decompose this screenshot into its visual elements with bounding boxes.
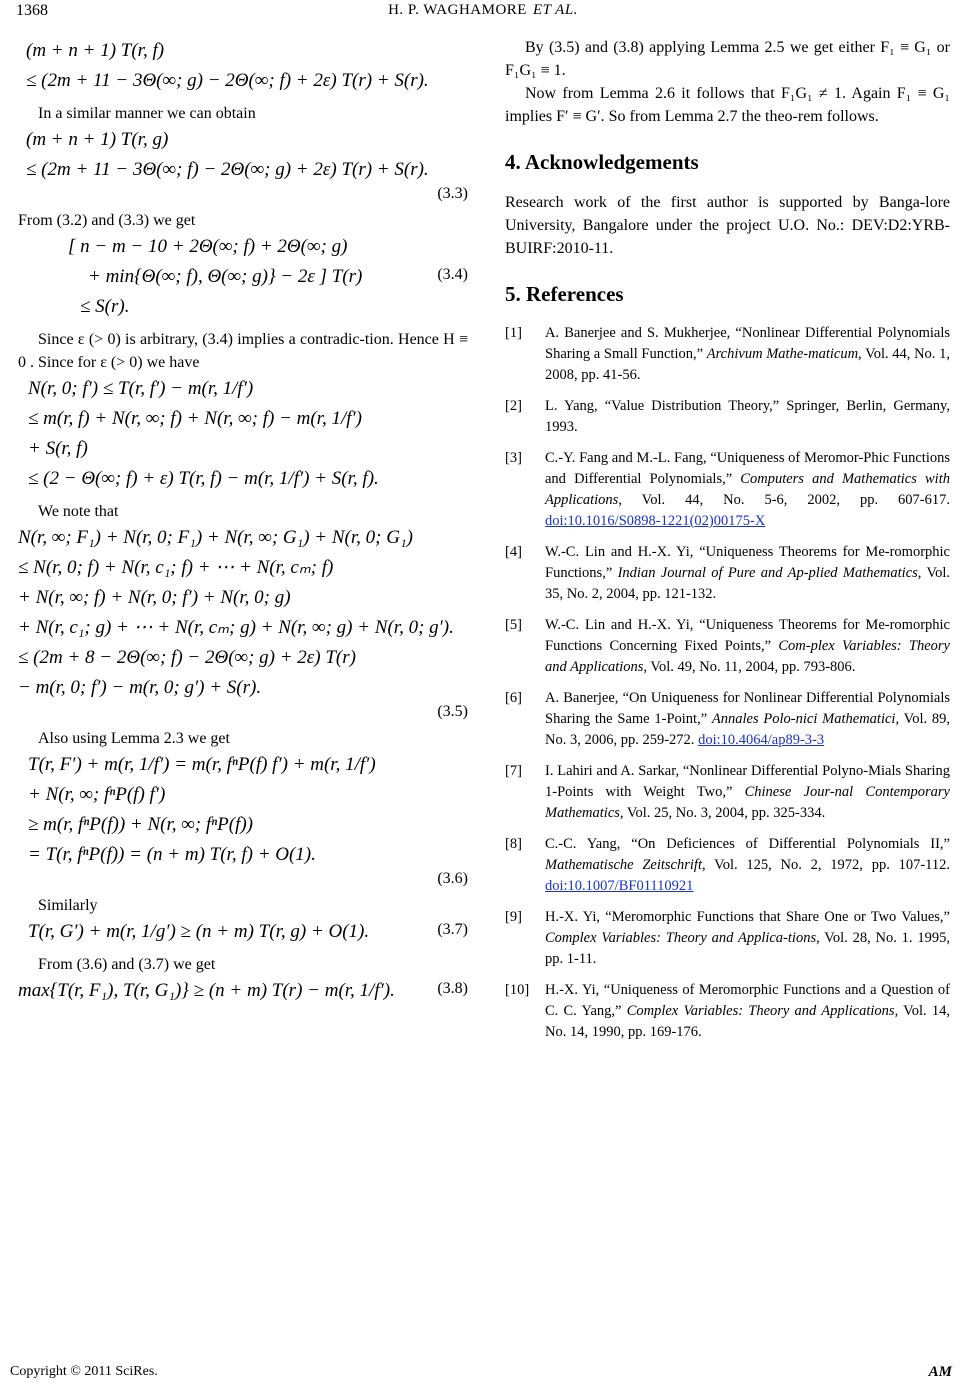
equation-line: ≤ m(r, f) + N(r, ∞; f) + N(r, ∞; f) − m(r, 1/f′) xyxy=(28,408,362,429)
reference-item xyxy=(505,448,950,532)
reference-details: , Vol. 125, No. 2, 1972, pp. 107-112. xyxy=(701,857,951,873)
running-header xyxy=(0,2,966,19)
reference-journal: Archivum Mathe-maticum xyxy=(706,346,859,362)
reference-number: [10] xyxy=(505,982,530,998)
reference-item xyxy=(505,761,950,824)
paragraph: From (3.6) and (3.7) we get xyxy=(38,956,216,973)
section-heading-references: 5. References xyxy=(505,282,624,306)
reference-details: , Vol. 35, No. 2, 2004, pp. 121-132. xyxy=(545,565,950,602)
reference-number: [7] xyxy=(505,763,522,779)
equation-number: (3.4) xyxy=(437,266,468,283)
reference-text: H.-X. Yi, “Uniqueness of Meromorphic Functions and a Question of C. C. Yang,” xyxy=(545,982,950,1019)
paragraph: Also using Lemma 2.3 we get xyxy=(38,730,230,747)
equation-number: (3.5) xyxy=(437,703,468,720)
reference-journal: Chinese Jour-nal Contemporary Mathematics xyxy=(545,784,950,821)
reference-text: H.-X. Yi, “Meromorphic Functions that Share One or Two Values,” xyxy=(545,909,950,925)
equation-line: T(r, F′) + m(r, 1/f′) = m(r, fⁿP(f) f′) + m(r, 1/f′) xyxy=(28,754,376,775)
reference-text: A. Banerjee and S. Mukherjee, “Nonlinear Differential Polynomials Sharing a Small Function,” xyxy=(545,325,950,362)
reference-details: , Vol. 44, No. 5-6, 2002, pp. 607-617. xyxy=(618,492,950,508)
reference-text: L. Yang, “Value Distribution Theory,” Springer, Berlin, Germany, 1993. xyxy=(545,398,950,435)
paragraph: Now from Lemma 2.6 it follows that F₁G₁ ≠ 1. Again F₁ ≡ G₁ implies F′ ≡ G′. So from Lemma 2.7 the theo-rem follows. xyxy=(505,85,950,125)
reference-item xyxy=(505,688,950,751)
reference-item xyxy=(505,615,950,678)
reference-journal: Complex Variables: Theory and Applica-tions xyxy=(545,930,817,946)
reference-number: [8] xyxy=(505,836,522,852)
reference-details: , Vol. 14, No. 14, 1990, pp. 169-176. xyxy=(545,1003,950,1040)
left-column xyxy=(18,36,468,1006)
equation-line: ≤ S(r). xyxy=(80,296,130,317)
equation-line: max{T(r, F₁), T(r, G₁)} ≥ (n + m) T(r) − m(r, 1/f′). xyxy=(18,980,395,1001)
running-header-et-al: ET AL. xyxy=(532,2,578,18)
doi-link[interactable]: doi:10.4064/ap89-3-3 xyxy=(698,732,825,748)
reference-number: [1] xyxy=(505,325,522,341)
reference-text: I. Lahiri and A. Sarkar, “Nonlinear Differential Polyno-Mials Sharing 1-Points with Weight Two,” xyxy=(545,763,950,800)
reference-journal: Indian Journal of Pure and Ap-plied Mathematics xyxy=(617,565,918,581)
right-column xyxy=(505,36,950,1053)
equation-line: N(r, 0; f′) ≤ T(r, f′) − m(r, 1/f′) xyxy=(28,378,254,399)
equation-number: (3.8) xyxy=(437,980,468,997)
equation-line: (m + n + 1) T(r, f) xyxy=(26,40,165,61)
reference-item xyxy=(505,980,950,1043)
equation-line: ≤ (2m + 11 − 3Θ(∞; g) − 2Θ(∞; f) + 2ε) T(r) + S(r). xyxy=(26,70,429,91)
reference-details: , Vol. 25, No. 3, 2004, pp. 325-334. xyxy=(619,805,826,821)
equation-line: T(r, G′) + m(r, 1/g′) ≥ (n + m) T(r, g) + O(1). xyxy=(28,921,370,942)
journal-abbreviation: AM xyxy=(928,1364,952,1380)
equation-line: (m + n + 1) T(r, g) xyxy=(26,129,169,150)
reference-details: , Vol. 89, No. 3, 2006, pp. 259-272. xyxy=(545,711,951,748)
paragraph: Similarly xyxy=(38,897,98,914)
page-number: 1368 xyxy=(16,2,48,19)
reference-number: [9] xyxy=(505,909,522,925)
reference-text: A. Banerjee, “On Uniqueness for Nonlinear Differential Polynomials Sharing the Same 1-Point,” xyxy=(545,690,950,727)
doi-link[interactable]: doi:10.1016/S0898-1221(02)00175-X xyxy=(545,513,766,529)
running-header-authors: H. P. WAGHAMORE xyxy=(388,2,527,18)
equation-line: N(r, ∞; F₁) + N(r, 0; F₁) + N(r, ∞; G₁) + N(r, 0; G₁) xyxy=(18,527,413,548)
reference-item xyxy=(505,542,950,605)
reference-number: [4] xyxy=(505,544,522,560)
reference-number: [3] xyxy=(505,450,522,466)
equation-line: ≥ m(r, fⁿP(f)) + N(r, ∞; fⁿP(f)) xyxy=(28,814,254,835)
reference-item xyxy=(505,834,950,897)
equation-line: = T(r, fⁿP(f)) = (n + m) T(r, f) + O(1). xyxy=(28,844,316,865)
equation-line: ≤ (2m + 8 − 2Θ(∞; f) − 2Θ(∞; g) + 2ε) T(r) xyxy=(18,647,356,668)
reference-journal: Annales Polo-nici Mathematici xyxy=(711,711,896,727)
reference-details: , Vol. 44, No. 1, 2008, pp. 41-56. xyxy=(545,346,950,383)
equation-line: ≤ (2 − Θ(∞; f) + ε) T(r, f) − m(r, 1/f′) + S(r, f). xyxy=(28,468,379,489)
reference-item xyxy=(505,323,950,386)
reference-journal: Complex Variables: Theory and Applications xyxy=(626,1003,895,1019)
paragraph: We note that xyxy=(38,503,119,520)
reference-number: [5] xyxy=(505,617,522,633)
paragraph: Since ε (> 0) is arbitrary, (3.4) implies a contradic-tion. Hence H ≡ 0 . Since for ε (> 0) we have xyxy=(18,331,468,371)
equation-number: (3.6) xyxy=(437,870,468,887)
reference-item xyxy=(505,907,950,970)
paragraph: From (3.2) and (3.3) we get xyxy=(18,212,196,229)
reference-number: [2] xyxy=(505,398,522,414)
equation-line: − m(r, 0; f′) − m(r, 0; g′) + S(r). xyxy=(18,677,262,698)
reference-details: , Vol. 28, No. 1. 1995, pp. 1-11. xyxy=(545,930,950,967)
section-heading-acknowledgements: 4. Acknowledgements xyxy=(505,150,699,174)
reference-text: C.-Y. Fang and M.-L. Fang, “Uniqueness of Meromor-Phic Functions and Differential Polynomials,” xyxy=(545,450,950,487)
reference-text: W.-C. Lin and H.-X. Yi, “Uniqueness Theorems for Me-romorphic Functions Concerning Fixed Points,” xyxy=(545,617,950,654)
reference-item xyxy=(505,396,950,438)
paragraph: In a similar manner we can obtain xyxy=(38,105,256,122)
equation-line: + N(r, ∞; f) + N(r, 0; f′) + N(r, 0; g) xyxy=(18,587,291,608)
equation-line: + S(r, f) xyxy=(28,438,88,459)
acknowledgements-text: Research work of the first author is supported by Banga-lore University, Bangalore under the project U.O. No.: DEV:D2:YRB-BUIRF:2010-11. xyxy=(505,194,950,257)
reference-text: W.-C. Lin and H.-X. Yi, “Uniqueness Theorems for Me-romorphic Functions,” xyxy=(545,544,950,581)
reference-number: [6] xyxy=(505,690,522,706)
reference-journal: Com-plex Variables: Theory and Applications xyxy=(545,638,950,675)
reference-journal: Mathematische Zeitschrift xyxy=(545,857,702,873)
equation-line: + min{Θ(∞; f), Θ(∞; g)} − 2ε ] T(r) xyxy=(88,266,363,287)
equation-line: [ n − m − 10 + 2Θ(∞; f) + 2Θ(∞; g) xyxy=(68,236,348,257)
equation-line: ≤ N(r, 0; f) + N(r, c₁; f) + ⋯ + N(r, cₘ; f) xyxy=(18,557,334,578)
doi-link[interactable]: doi:10.1007/BF01110921 xyxy=(545,878,694,894)
copyright-notice: Copyright © 2011 SciRes. xyxy=(10,1364,158,1379)
reference-text: C.-C. Yang, “On Deficiences of Differential Polynomials II,” xyxy=(545,836,950,852)
equation-line: ≤ (2m + 11 − 3Θ(∞; f) − 2Θ(∞; g) + 2ε) T(r) + S(r). xyxy=(26,159,429,180)
paragraph: By (3.5) and (3.8) applying Lemma 2.5 we get either F₁ ≡ G₁ or F₁G₁ ≡ 1. xyxy=(505,39,950,79)
reference-list xyxy=(505,323,950,1043)
equation-line: + N(r, ∞; fⁿP(f) f′) xyxy=(28,784,166,805)
reference-journal: Computers and Mathematics with Applications xyxy=(545,471,950,508)
equation-number: (3.3) xyxy=(437,185,468,202)
reference-details: , Vol. 49, No. 11, 2004, pp. 793-806. xyxy=(643,659,856,675)
equation-line: + N(r, c₁; g) + ⋯ + N(r, cₘ; g) + N(r, ∞; g) + N(r, 0; g′). xyxy=(18,617,454,638)
equation-number: (3.7) xyxy=(437,921,468,938)
